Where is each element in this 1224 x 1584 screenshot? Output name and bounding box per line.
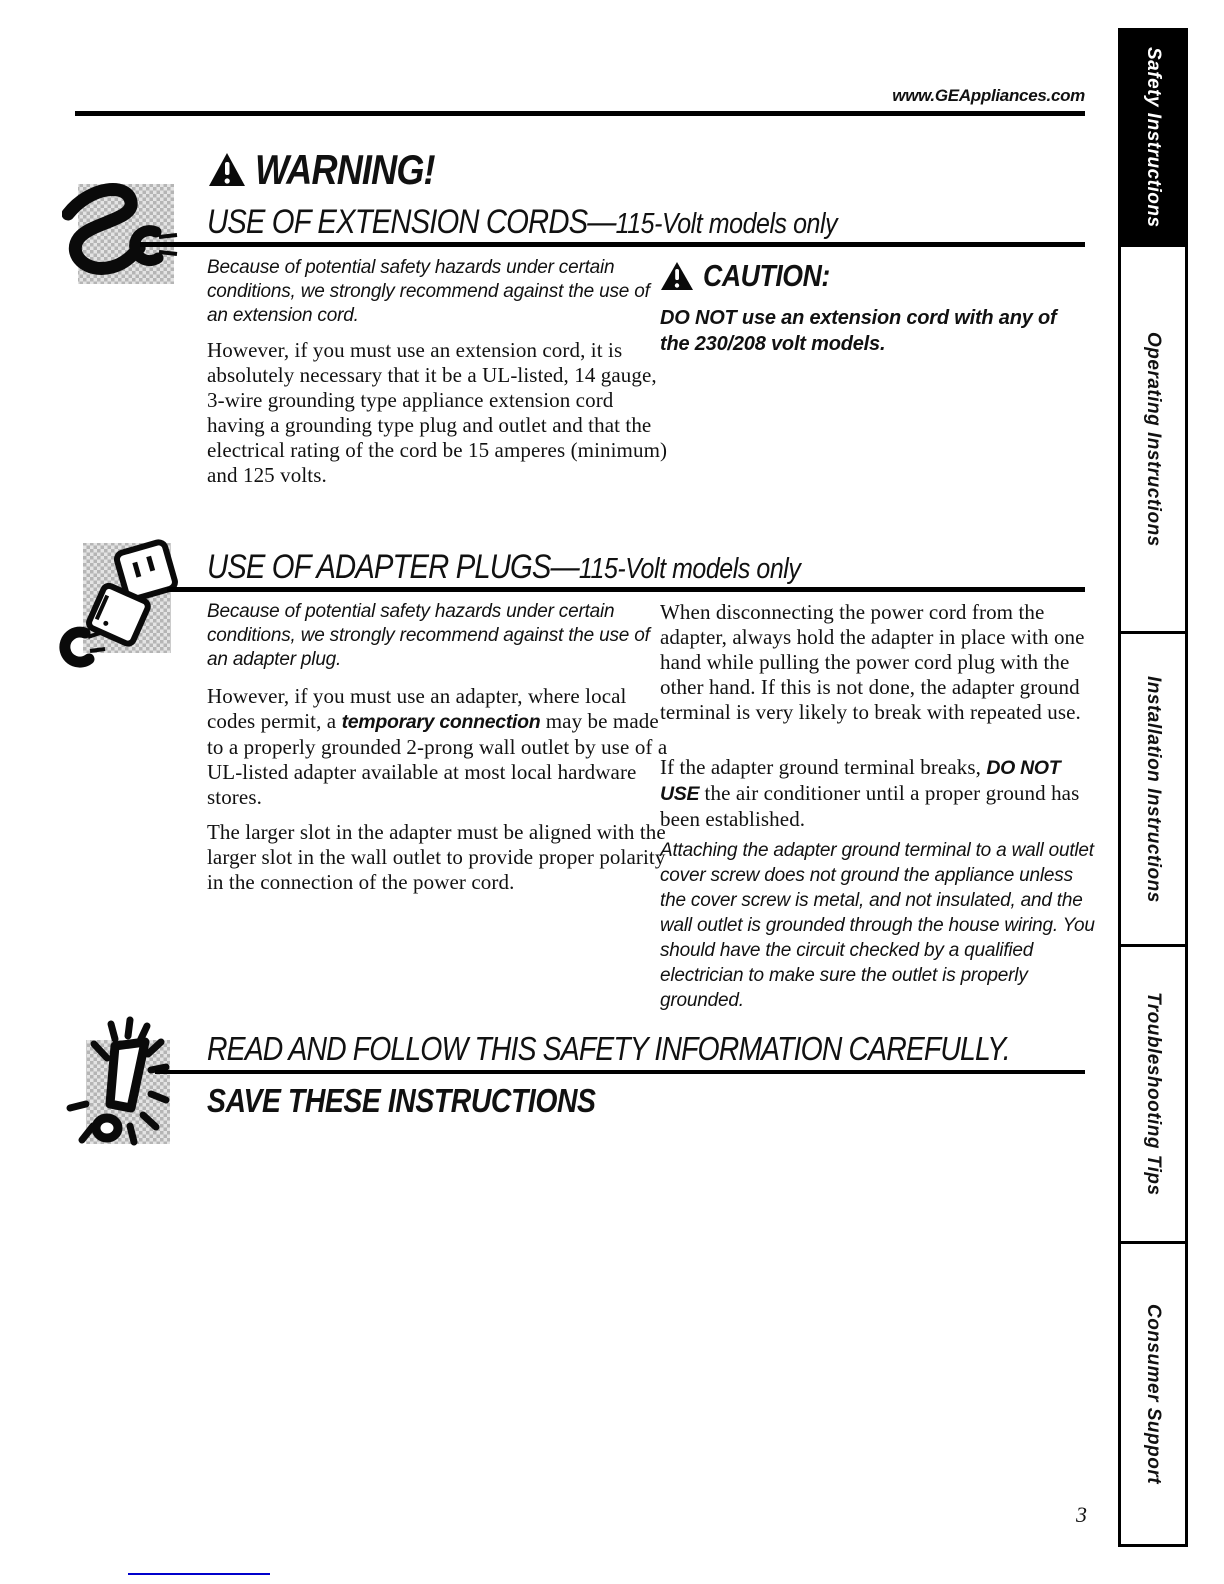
warning-title-text: WARNING! <box>255 146 435 193</box>
adapter-body-1-emphasis: temporary connection <box>341 711 541 733</box>
footer-link-line <box>128 1573 270 1575</box>
extension-cords-heading-main: USE OF EXTENSION CORDS— <box>207 203 616 241</box>
footer-read-line <box>207 1030 1140 1068</box>
adapter-body-2: The larger slot in the adapter must be aligned with the larger slot in the wall outlet to provide proper polarity in the connection of the power cord. <box>207 820 666 894</box>
adapter-section-rule <box>167 587 1085 592</box>
adapter-right-body-2-pre: If the adapter ground terminal breaks, <box>660 755 987 779</box>
extension-section-rule <box>140 242 1085 247</box>
attention-exclamation-icon <box>48 1012 183 1177</box>
adapter-body-1-pre: However, if you must use an adapter, where local codes permit, a <box>207 684 627 733</box>
extension-body: However, if you must use an extension cord, it is absolutely necessary that it be a UL-listed, 14 gauge, 3-wire grounding type appliance extension cord having a grounding type plug and outlet and that the electrical rating of the cord be 15 amperes (minimum) and 125 volts. <box>207 338 668 487</box>
footer-read-line-text: READ AND FOLLOW THIS SAFETY INFORMATION CAREFULLY. <box>207 1030 1010 1067</box>
sidebar-tab-consumer-support[interactable] <box>1118 1241 1188 1547</box>
header-rule <box>75 111 1085 116</box>
sidebar-tab-safety-instructions[interactable] <box>1118 28 1188 247</box>
adapter-plugs-heading-qualifier: 115-Volt models only <box>578 553 801 585</box>
adapter-right-body-2-emphasis: DO NOT USE <box>660 757 1061 805</box>
sidebar-tab-consumer-support-label: Consumer Support <box>1143 1303 1164 1485</box>
sidebar-tab-troubleshooting-tips-label: Troubleshooting Tips <box>1143 992 1164 1196</box>
sidebar-tab-installation-instructions[interactable] <box>1118 631 1188 947</box>
adapter-right-note: Attaching the adapter ground terminal to a wall outlet cover screw does not ground the appliance unless the cover screw is metal, and not insulated, and the wall outlet is grounded through the house wiring. You should have the circuit checked by a qualified electrician to make sure the outlet is properly grounded. <box>660 840 1095 1011</box>
sidebar-tab-safety-instructions-label: Safety Instructions <box>1143 47 1164 228</box>
adapter-body-1 <box>207 684 669 810</box>
footer-rule <box>155 1070 1085 1074</box>
adapter-body-1-post: may be made to a properly grounded 2-prong wall outlet by use of a UL-listed adapter available at most local hardware stores. <box>207 709 668 809</box>
footer-save-line <box>207 1082 659 1120</box>
page-number: 3 <box>1076 1502 1087 1527</box>
website-url: www.GEAppliances.com <box>892 86 1085 105</box>
caution-title <box>660 258 851 294</box>
adapter-right-body-2 <box>660 755 1096 832</box>
extension-intro: Because of potential safety hazards under certain conditions, we strongly recommend against the use of an extension cord. <box>207 257 650 326</box>
extension-cords-heading-qualifier: 115-Volt models only <box>615 208 838 240</box>
adapter-plugs-heading-main: USE OF ADAPTER PLUGS— <box>207 548 579 586</box>
adapter-intro: Because of potential safety hazards under certain conditions, we strongly recommend against the use of an adapter plug. <box>207 601 650 670</box>
adapter-right-body-2-post: the air conditioner until a proper ground has been established. <box>660 781 1080 831</box>
caution-triangle-icon <box>660 261 694 291</box>
warning-title <box>207 146 464 194</box>
warning-triangle-icon <box>207 152 247 188</box>
sidebar-tab-troubleshooting-tips[interactable] <box>1118 944 1188 1244</box>
caution-body: DO NOT use an extension cord with any of the 230/208 volt models. <box>660 307 1057 355</box>
sidebar-tab-operating-instructions-label: Operating Instructions <box>1143 331 1164 547</box>
extension-cords-heading <box>207 203 940 242</box>
adapter-plugs-heading <box>207 548 897 587</box>
caution-title-text: CAUTION: <box>703 258 830 293</box>
extension-cord-icon <box>62 180 180 335</box>
footer-save-line-text: SAVE THESE INSTRUCTIONS <box>207 1082 596 1119</box>
sidebar-tab-installation-instructions-label: Installation Instructions <box>1143 675 1164 903</box>
sidebar-tab-operating-instructions[interactable] <box>1118 244 1188 634</box>
adapter-right-body-1: When disconnecting the power cord from the adapter, always hold the adapter in place with one hand while pulling the power cord plug with the other hand. If this is not done, the adapter ground terminal is very likely to break with repeated use. <box>660 600 1085 724</box>
adapter-plug-icon <box>55 535 180 695</box>
